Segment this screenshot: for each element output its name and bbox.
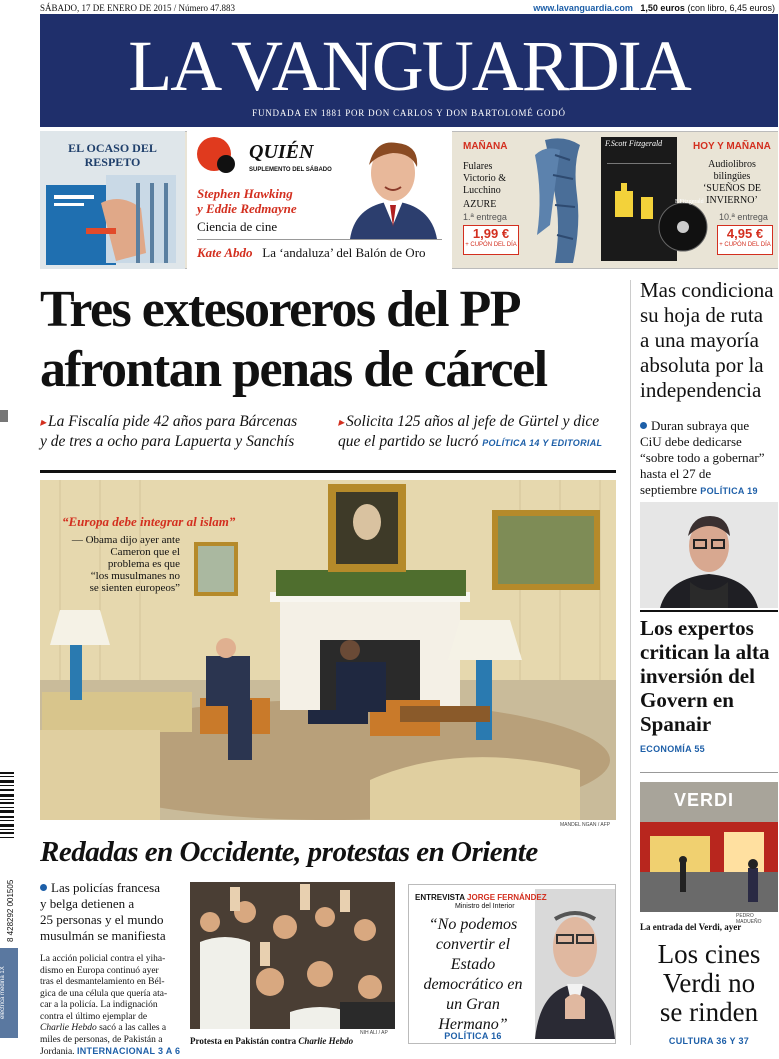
promo-quien[interactable] bbox=[187, 131, 452, 269]
second-lead-1: Las policías francesa bbox=[51, 880, 161, 895]
eddie-redmayne-photo bbox=[345, 135, 441, 239]
hoy-price: 4,95 € bbox=[726, 226, 764, 241]
second-body-2: dismo en Europa continuó ayer bbox=[40, 965, 159, 976]
promo-ocaso[interactable] bbox=[40, 131, 185, 269]
edge-marker bbox=[0, 410, 8, 422]
lead-headline-2: afrontan penas de cárcel bbox=[40, 341, 547, 398]
hoy-entrega: 10.ª entrega bbox=[719, 212, 768, 222]
quien-logo: QUIÉN bbox=[249, 141, 314, 163]
bullet-icon bbox=[640, 422, 647, 429]
mas-headline[interactable] bbox=[640, 278, 778, 403]
experts-headline-1: Los expertos bbox=[640, 616, 754, 640]
second-body bbox=[40, 954, 185, 1059]
interview-quote-2: convertir el bbox=[435, 936, 511, 953]
promo-ocaso-title-2: RESPETO bbox=[84, 155, 141, 169]
interview-quote-6: Hermano” bbox=[438, 1016, 508, 1033]
experts-headline-3: inversión del bbox=[640, 664, 755, 688]
experts-headline[interactable] bbox=[640, 616, 778, 736]
issue-date: SÁBADO, 17 DE ENERO DE 2015 / Número 47.883 bbox=[40, 3, 235, 13]
lead-sub-1-line-1: La Fiscalía pide 42 años para Bárcenas bbox=[48, 413, 298, 430]
quien-supplement: SUPLEMENTO DEL SÁBADO bbox=[249, 167, 332, 173]
kate-text: La ‘andaluza’ del Balón de Oro bbox=[262, 245, 426, 260]
duran-line-1: Duran subraya que bbox=[651, 418, 750, 433]
duran-line-2: CiU debe dedicarse bbox=[640, 434, 742, 449]
mas-headline-1: Mas condiciona bbox=[640, 278, 774, 302]
barcode bbox=[0, 772, 20, 1042]
kate-name: Kate Abdo bbox=[197, 245, 253, 260]
photo-quote-line-1: — Obama dijo ayer ante bbox=[71, 534, 180, 546]
lead-headline-1: Tres extesoreros del PP bbox=[40, 281, 521, 338]
hoy-line-1: Audiolibros bilingües bbox=[708, 159, 756, 182]
price-with-book: (con libro, 6,45 euros) bbox=[687, 3, 775, 13]
hoy-line-3: INVIERNO’ bbox=[706, 195, 758, 206]
second-body-8: miles de personas, de Pakistán a bbox=[40, 1034, 163, 1045]
side-label: eléctrica medina 1X bbox=[0, 948, 18, 1038]
second-headline[interactable]: Redadas en Occidente, protestas en Oriente bbox=[40, 836, 538, 868]
lead-sub-1 bbox=[40, 412, 340, 452]
experts-section-link[interactable]: ECONOMÍA 55 bbox=[640, 744, 705, 754]
second-body-7b: sacó a las calles a bbox=[96, 1023, 167, 1033]
cines-headline[interactable] bbox=[640, 940, 778, 1027]
manana-price-box bbox=[463, 225, 519, 255]
cines-section-link[interactable]: CULTURA 36 Y 37 bbox=[668, 1036, 750, 1046]
interview-quote-3: Estado bbox=[450, 956, 496, 973]
top-bar bbox=[40, 2, 775, 14]
protest-caption-a: Protesta en Pakistán contra bbox=[190, 1036, 299, 1046]
protest-image bbox=[190, 882, 395, 1029]
second-body-3: tras el desmantelamiento en Bél- bbox=[40, 977, 165, 987]
second-body-6: contra el último ejemplar de bbox=[40, 1011, 148, 1022]
photo-quote-line-5: se sienten europeos” bbox=[89, 582, 180, 594]
mas-headline-5: independencia bbox=[640, 378, 762, 402]
interview-section-link[interactable]: POLÍTICA 16 bbox=[444, 1031, 502, 1041]
pakistan-protest-photo[interactable] bbox=[190, 882, 395, 1029]
protest-caption bbox=[190, 1036, 353, 1046]
lead-sub-1-line-2: y de tres a ocho para Lapuerta y Sanchís bbox=[40, 433, 295, 450]
bullet-icon bbox=[40, 884, 47, 891]
photo-quote-line-3: problema es que bbox=[107, 558, 180, 570]
oval-office-image bbox=[40, 480, 616, 820]
interview-quote-5: un Gran bbox=[446, 996, 500, 1013]
photo-quote-title: “Europa debe integrar al islam” bbox=[62, 514, 236, 529]
triangle-icon: ▸ bbox=[40, 415, 47, 429]
manana-cupon: + CUPÓN DEL DÍA bbox=[465, 242, 517, 248]
second-lead-4: musulmán se manifiesta bbox=[40, 928, 166, 943]
duran-line-4: hasta el 27 de bbox=[640, 466, 712, 481]
triangle-icon: ▸ bbox=[338, 415, 345, 429]
manana-line-3: Lucchino bbox=[463, 185, 501, 196]
hoy-cupon: + CUPÓN DEL DÍA bbox=[719, 242, 771, 248]
second-body-5: car a la policía. La indignación bbox=[40, 1000, 158, 1010]
second-lead bbox=[40, 880, 185, 944]
second-body-1: La acción policial contra el yiha- bbox=[40, 954, 166, 964]
photo-quote-line-4: “los musulmanes no bbox=[90, 570, 180, 582]
duran-text bbox=[640, 418, 778, 499]
cines-headline-2: Verdi no bbox=[662, 968, 756, 998]
masthead-subtitle: FUNDADA EN 1881 POR DON CARLOS Y DON BARTOLOMÉ GODÓ bbox=[252, 108, 566, 118]
verdi-cinema-photo[interactable] bbox=[640, 782, 778, 912]
second-lead-3: 25 personas y el mundo bbox=[40, 912, 164, 927]
second-body-9: Jordania. bbox=[40, 1047, 75, 1057]
scarf-image bbox=[525, 135, 595, 265]
photo-credit: MANDEL NGAN / AFP bbox=[560, 822, 611, 828]
experts-headline-2: critican la alta bbox=[640, 640, 770, 664]
lead-headline[interactable] bbox=[40, 280, 630, 400]
manana-line-1: Fulares bbox=[463, 161, 493, 172]
cines-headline-3: se rinden bbox=[659, 997, 759, 1027]
interview-box[interactable] bbox=[408, 884, 616, 1044]
manana-color: AZURE bbox=[463, 199, 497, 210]
manana-label: MAÑANA bbox=[463, 141, 508, 152]
website-link[interactable]: www.lavanguardia.com bbox=[533, 3, 633, 13]
price: 1,50 euros bbox=[640, 3, 685, 13]
cines-headline-1: Los cines bbox=[657, 939, 761, 969]
promo-manana[interactable] bbox=[455, 131, 595, 269]
second-body-7a: Charlie Hebdo bbox=[40, 1023, 97, 1033]
lead-sub-2-line-1: Solicita 125 años al jefe de Gürtel y dice bbox=[346, 413, 600, 430]
artur-mas-image bbox=[640, 502, 778, 608]
interview-quote-1: “No podemos bbox=[428, 916, 518, 933]
protest-caption-b: Charlie Hebdo bbox=[298, 1036, 354, 1046]
interview-name: JORGE FERNÁNDEZ bbox=[467, 893, 547, 902]
hoy-price-box bbox=[717, 225, 773, 255]
lead-sub-2 bbox=[338, 412, 628, 453]
duran-section-link[interactable]: POLÍTICA 19 bbox=[700, 486, 758, 496]
promo-ocaso-title-1: EL OCASO DEL bbox=[68, 141, 157, 155]
protest-photo-credit: NIH ALI / AP bbox=[360, 1030, 388, 1036]
interview-label: ENTREVISTA bbox=[415, 893, 465, 902]
second-section-link[interactable]: INTERNACIONAL 3 A 6 bbox=[76, 1046, 181, 1056]
lead-section-link[interactable]: POLÍTICA 14 Y EDITORIAL bbox=[482, 438, 603, 448]
second-body-4: gica de una célula que quería ata- bbox=[40, 988, 168, 999]
verdi-photo-credit: PEDRO MADUEÑO bbox=[736, 913, 762, 925]
quien-topic: Ciencia de cine bbox=[197, 219, 278, 234]
duran-line-5: septiembre bbox=[640, 482, 698, 497]
experts-headline-4: Govern en bbox=[640, 688, 734, 712]
mas-headline-4: absoluta por la bbox=[640, 353, 764, 377]
masthead bbox=[40, 14, 778, 127]
artur-mas-photo[interactable] bbox=[640, 502, 778, 608]
manana-entrega: 1.ª entrega bbox=[463, 212, 507, 222]
quien-names-1: Stephen Hawking bbox=[197, 186, 293, 201]
jorge-fernandez-photo bbox=[535, 889, 615, 1039]
duran-line-3: “sobre todo a gobernar” bbox=[640, 450, 765, 465]
masthead-title[interactable]: LA VANGUARDIA bbox=[128, 26, 690, 106]
lead-sub-2-line-2: que el partido se lucró bbox=[338, 433, 479, 450]
photo-quote-line-2: Cameron que el bbox=[110, 546, 180, 558]
hoy-line-2: ‘SUEÑOS DE bbox=[702, 183, 762, 194]
mas-headline-3: a una mayoría bbox=[640, 328, 759, 352]
book-title: F.Scott Fitzgerald bbox=[605, 139, 663, 148]
quien-names-2: y Eddie Redmayne bbox=[197, 201, 297, 216]
manana-line-2: Victorio & bbox=[463, 173, 507, 184]
hoy-label: HOY Y MAÑANA bbox=[693, 141, 771, 152]
interview-role: Ministro del Interior bbox=[455, 903, 515, 910]
promo-hoy[interactable] bbox=[597, 131, 778, 269]
mas-headline-2: su hoja de ruta bbox=[640, 303, 764, 327]
verdi-sign: VERDI bbox=[674, 790, 735, 810]
second-lead-2: y belga detienen a bbox=[40, 896, 135, 911]
manana-price: 1,99 € bbox=[472, 226, 510, 241]
quien-logo-dot-icon bbox=[217, 155, 235, 173]
barcode-digits: 8 428292 001505 bbox=[6, 879, 15, 942]
magazine-cover-image bbox=[46, 173, 182, 265]
experts-headline-5: Spanair bbox=[640, 712, 712, 736]
interview-quote-4: democrático en bbox=[423, 976, 523, 993]
verdi-caption: La entrada del Verdi, ayer bbox=[640, 922, 742, 932]
oval-office-photo[interactable] bbox=[40, 480, 616, 820]
cd-title: F.Fitzgerald bbox=[675, 199, 704, 205]
